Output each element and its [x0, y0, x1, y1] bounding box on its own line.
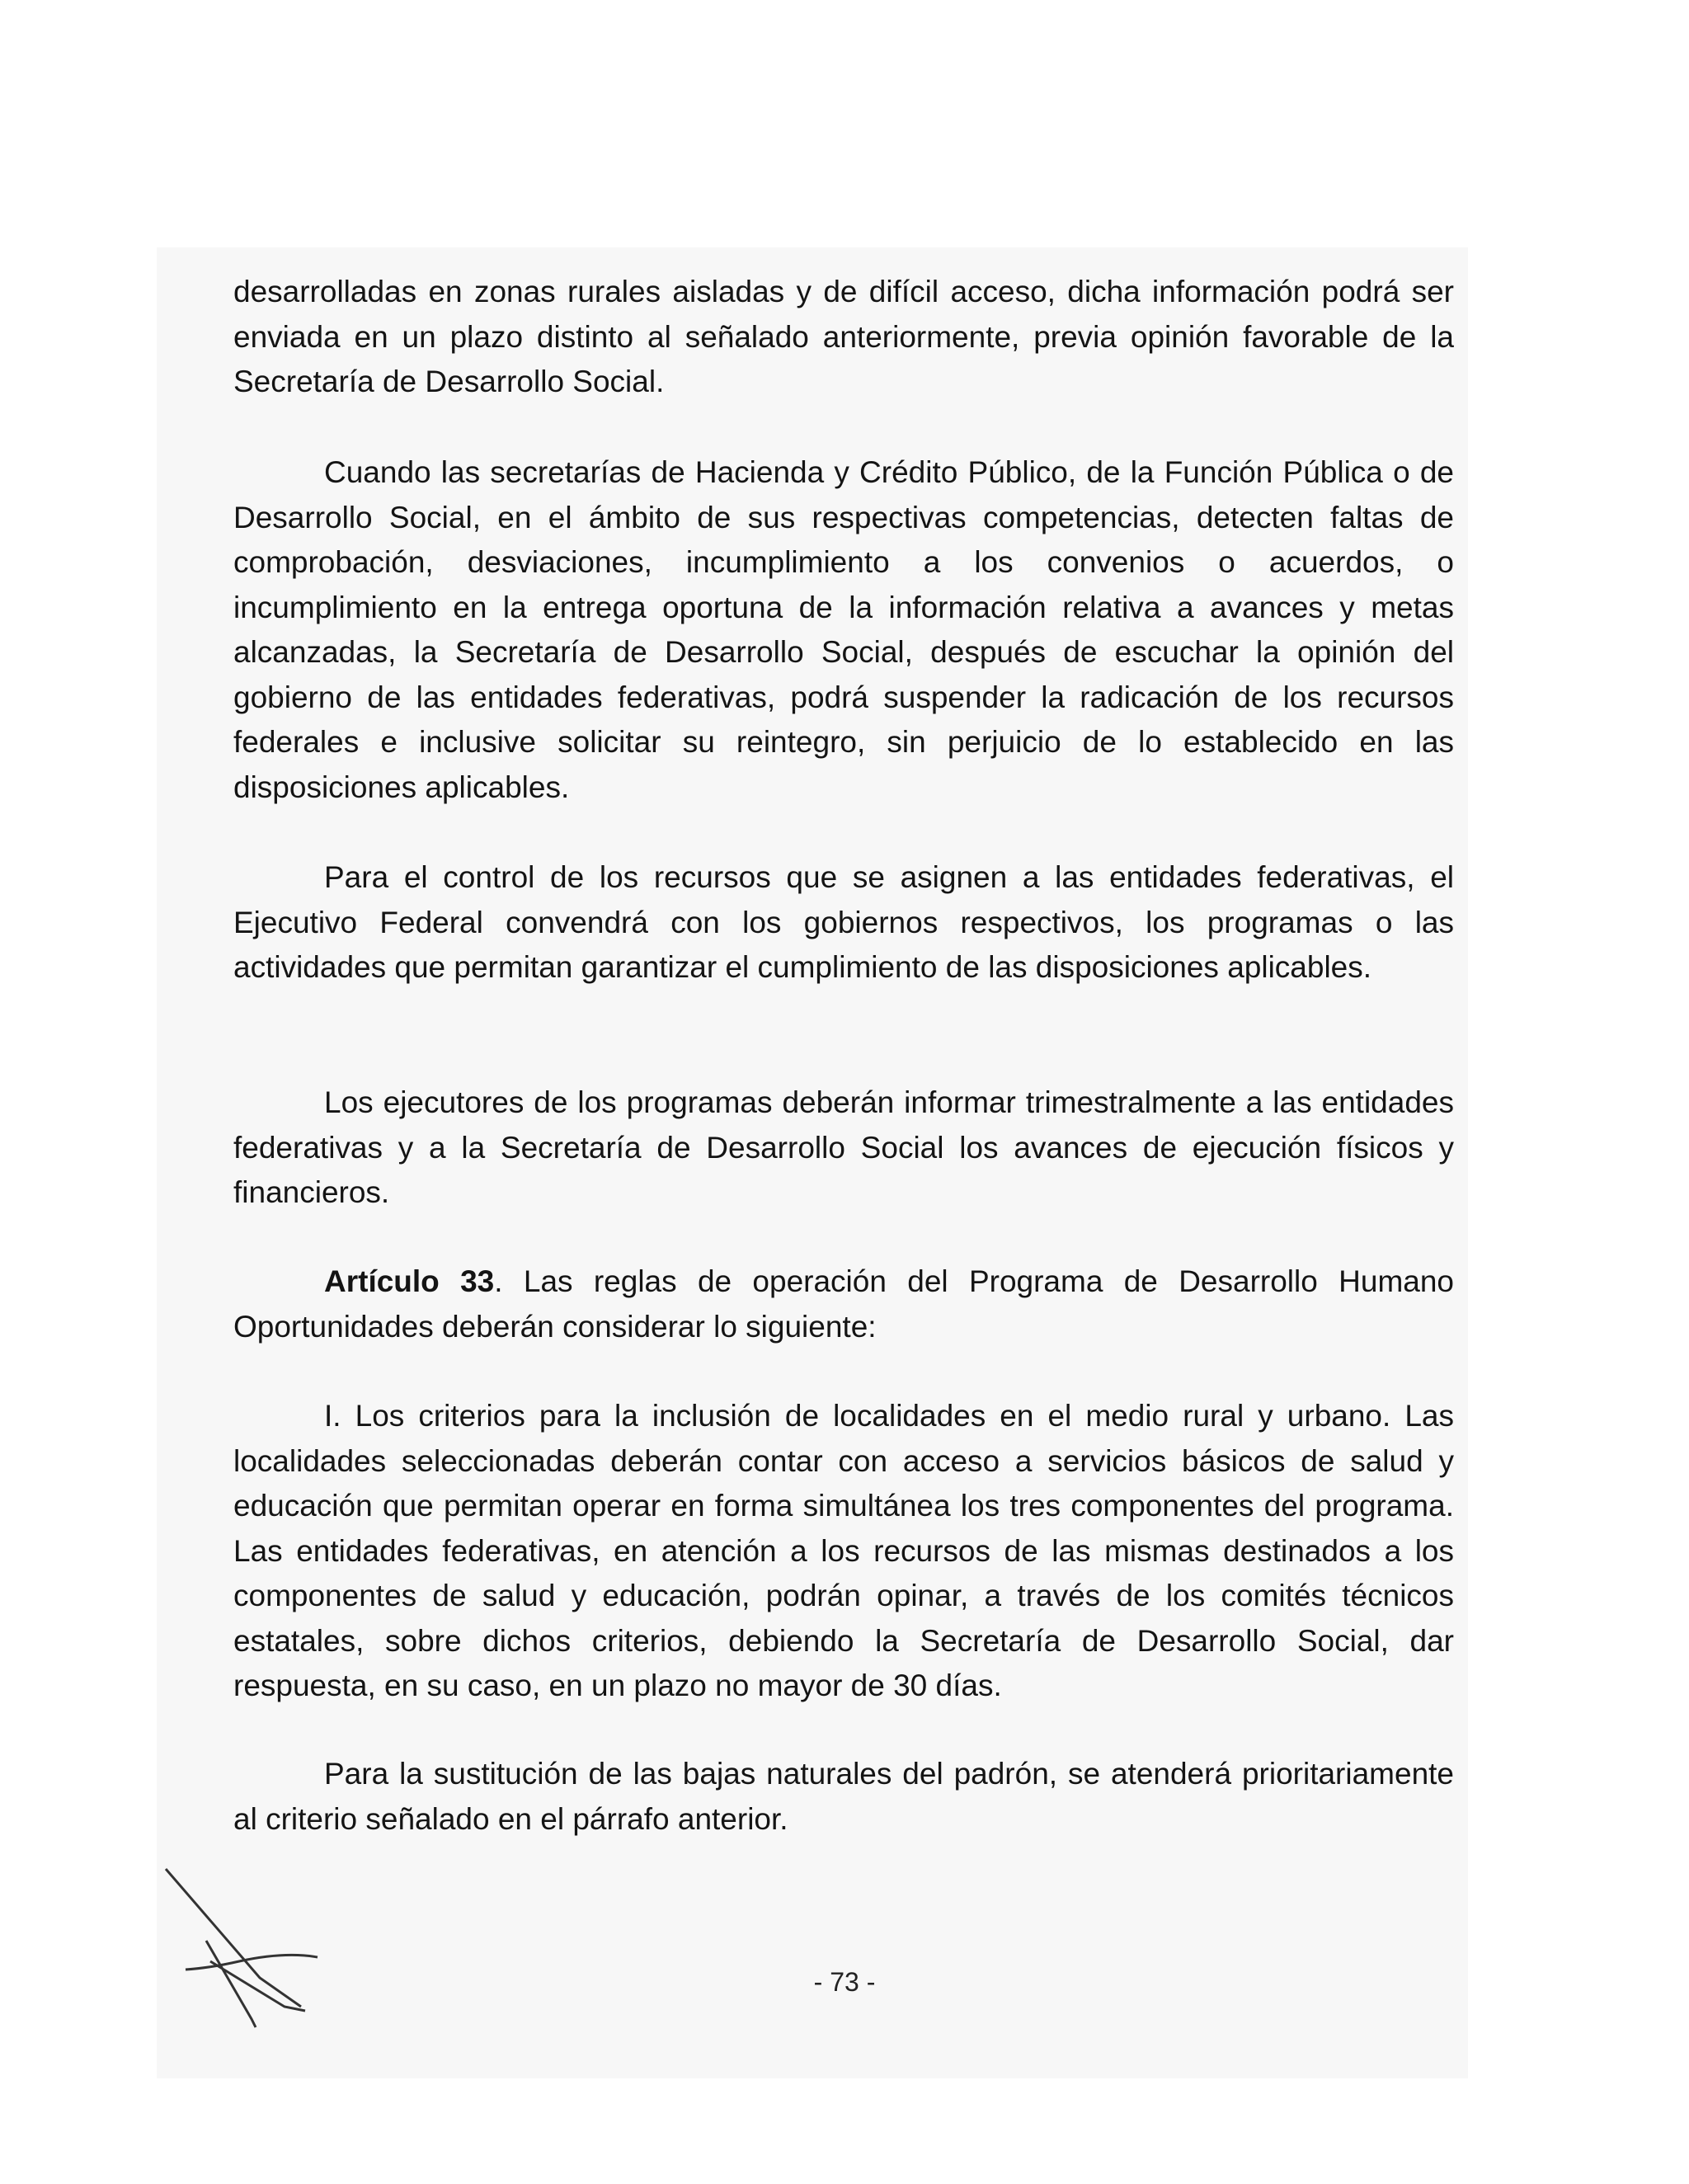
paragraph-sustitucion: Para la sustitución de las bajas naturales del padrón, se atenderá prioritariamente al criterio señalado en el párrafo anterior.: [233, 1757, 1454, 1836]
page-number: - 73 -: [813, 1967, 876, 1997]
paragraph-suspension: Cuando las secretarías de Hacienda y Crédito Público, de la Función Pública o de Desarrollo Social, en el ámbito de sus respectivas competencias, detecten faltas de comprobación, desviaciones, incumplimiento a los convenios o acuerdos, o incumplimiento en la entrega oportuna de la información relativa a avances y metas alcanzadas, la Secretaría de Desarrollo Social, después de escuchar la opinión del gobierno de las entidades federativas, podrá suspender la radicación de los recursos federales e inclusive solicitar su reintegro, sin perjuicio de lo establecido en las disposiciones aplicables.: [233, 455, 1454, 804]
article-text: . Las reglas de operación del Programa de Desarrollo Humano Oportunidades deberán considerar lo siguiente:: [233, 1264, 1454, 1344]
paragraph-ejecutores: Los ejecutores de los programas deberán informar trimestralmente a las entidades federativas y a la Secretaría de Desarrollo Social los avances de ejecución físicos y financieros.: [233, 1085, 1454, 1209]
paragraph-criterios: I. Los criterios para la inclusión de localidades en el medio rural y urbano. Las localidades seleccionadas deberán contar con acceso a servicios básicos de salud y educación que permitan operar en forma simultánea los tres componentes del programa. Las entidades federativas, en atención a los recursos de las mismas destinados a los componentes de salud y educación, podrán opinar, a través de los comités técnicos estatales, sobre dichos criterios, debiendo la Secretaría de Desarrollo Social, dar respuesta, en su caso, en un plazo no mayor de 30 días.: [233, 1399, 1454, 1702]
article-label: Artículo 33: [324, 1264, 495, 1298]
paragraph-control-recursos: Para el control de los recursos que se asignen a las entidades federativas, el Ejecutivo Federal convendrá con los gobiernos respectivos, los programas o las actividades que permitan garantizar el cumplimiento de las disposiciones aplicables.: [233, 860, 1454, 984]
signature-mark: [161, 1862, 342, 2036]
paragraph-articulo-33: [233, 1259, 1454, 1349]
paragraph-continuation: desarrolladas en zonas rurales aisladas y de difícil acceso, dicha información podrá ser enviada en un plazo distinto al señalado anteriormente, previa opinión favorable de la Secretaría de Desarrollo Social.: [233, 275, 1454, 398]
